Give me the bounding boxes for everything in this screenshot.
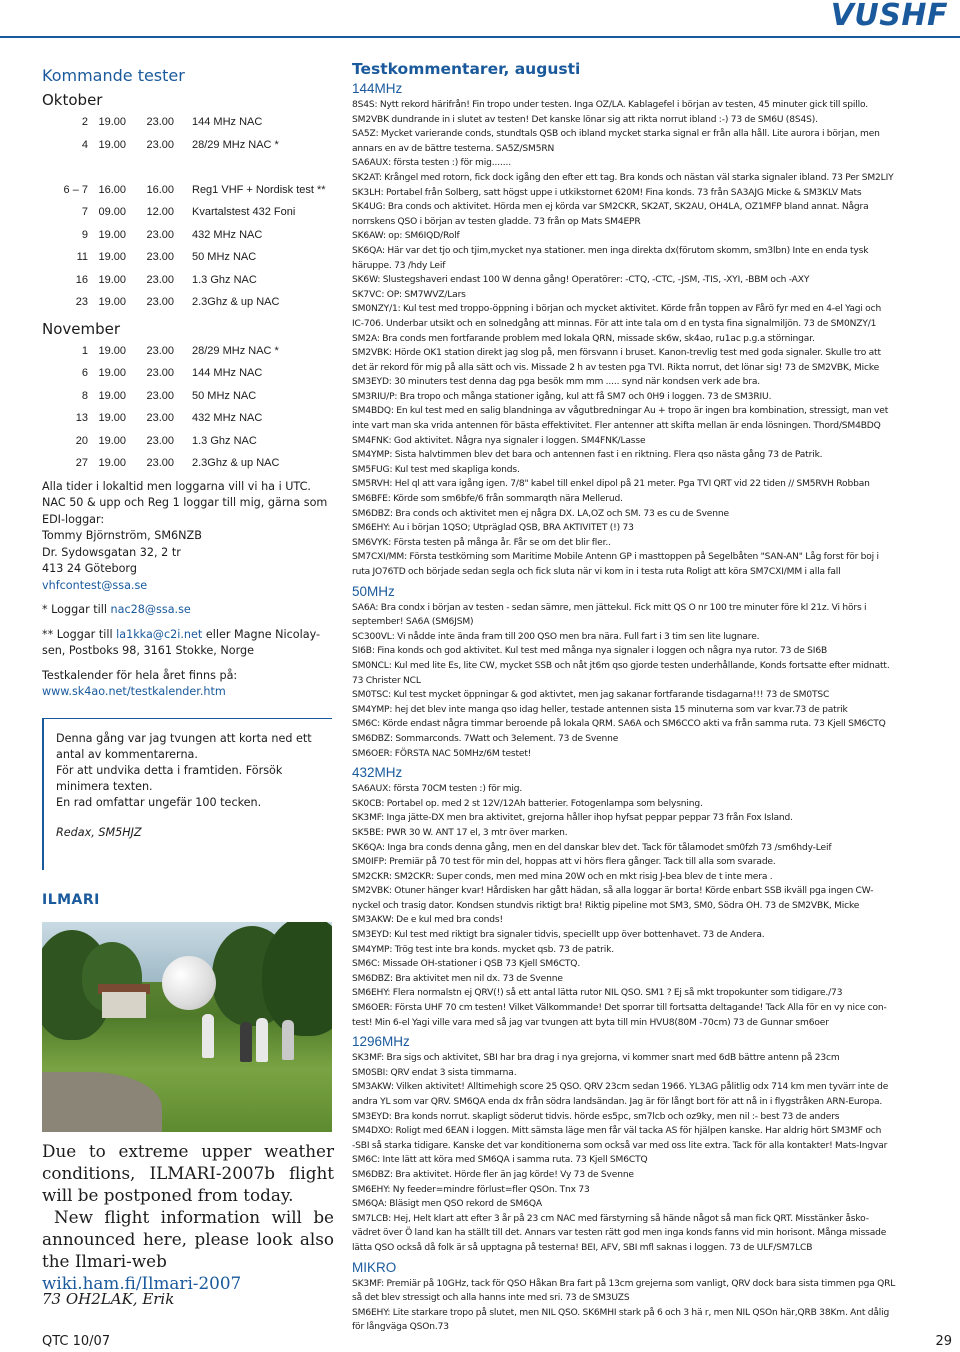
editor-note-box [42,718,332,870]
schedule-to: 23.00 [146,251,174,264]
comment-line: 8S4S: Nytt rekord härifrån! Fin tropo under testen. Inga OZ/LA. Kablagefel i början av testen, 45 minuter gick till spillo. [352,100,869,110]
comment-line: SM2VBK: Hörde OK1 station direkt jag slog på, men försvann i bruset. Kanon-trevlig test med goda signaler. Skulle tro att [352,348,881,359]
comment-line: ruta JO76TD och började sedan segla och fick sluta när vi kom in i testa ruta Roligt att köra SM7CXI/MM i alla fall [352,567,841,577]
schedule-from: 19.00 [98,457,126,470]
schedule-to: 23.00 [146,138,174,151]
ilmari-notice [42,1140,334,1294]
note2-rest: eller Magne Nicolay-sen, Postboks 98, 3161 Stokke, Norge [42,627,321,657]
ilmari-text-1: Due to extreme upper weather conditions, ILMARI-2007b flight will be postponed from today. [42,1141,334,1205]
band-comment-list [352,601,952,762]
schedule-from: 19.00 [98,251,126,264]
comment-line: SK6QA: Här var det tjo och tjim,mycket nya stationer. men inga direkta dx(förutom skomm, sm3lbn) Inte en enda tysk [352,245,869,256]
schedule-from: 19.00 [98,344,126,357]
month-heading: Oktober [42,91,103,109]
comment-line: SM2CKR: SM2CKR: Super conds, men med mina 20W och en mkt risig J-bea blev de t inte mera . [352,871,773,882]
schedule-to: 16.00 [146,183,174,196]
comment-line: SM3AKW: Vilken aktivitet! Alltimehigh score 25 QSO. QRV 23cm sedan 1966. YL3AG pålitlig odx 714 km men tyvärr inte de [352,1082,889,1093]
comment-line: SM0SBI: QRV endat 3 sista timmarna. [352,1067,517,1078]
comment-line: september! SA6A (SM6JSM) [352,617,474,628]
comment-line: SM4YMP: Sista halvtimmen blev det bara och antennen fast i en riktning. Flera qso nästa gång 73 de Patrik. [352,450,823,461]
comment-line: SM3EYD: Kul test med riktigt bra signaler tidvis, speciellt upp över bottenhavet. 73 de Andera. [352,930,765,941]
comment-line: SK2AT: Krångel med rotorn, fick dock igång den efter ett tag. Bra konds och nästan väl starka signaler ibland. 73 Per SM2LIY [352,172,894,183]
schedule-from: 19.00 [98,389,126,402]
comment-line: SM0NZY/1: Kul test med troppo-öppning i början och mycket aktivitet. Körde från toppen av Fårö fyr med en 4-el Yagi och [352,304,882,315]
comment-line: SA6AUX: första testen :) för mig....... [352,158,511,169]
schedule-to: 23.00 [146,273,174,286]
schedule-row [42,201,332,224]
band-heading: 144MHz [352,81,403,96]
schedule-row [42,407,332,430]
schedule-row [42,134,332,157]
log-destination: NAC 50 & upp och Reg 1 loggar till mig, gärna som EDI-loggar: [42,496,328,526]
upcoming-tests [42,66,332,701]
comment-line: SM6DBZ: Bra aktivitet men nil dx. 73 de Svenne [352,973,563,984]
schedule-row [42,224,332,247]
comment-line: häruppe. 73 /hdy Leif [352,260,446,271]
comment-line: test! Min 6-el Yagi ville vara med så jag var tvungen att byta till min HVU8(80M -70cm) 73 de Gunnar sm6oer [352,1017,829,1028]
schedule-to: 23.00 [146,116,174,129]
contest-email-link[interactable]: vhfcontest@ssa.se [42,578,148,592]
schedule-name: Reg1 VHF + Nordisk test ** [192,183,326,196]
schedule-name: 28/29 MHz NAC * [192,344,279,357]
comment-line: SK3MF: Inga jätte-DX men bra aktivitet, grejorna håller ihop hyfsat peppar peppar 73 från Fox Island. [352,813,793,824]
schedule-from: 19.00 [98,367,126,380]
schedule-name: 2.3Ghz & up NAC [192,457,280,470]
comment-line: SK3LH: Portabel från Solberg, satt högst uppe i utkikstornet 620M! Fina konds. 73 från SA3AJG Micke & SM3KLV Mats [352,187,862,198]
schedule-name: 144 MHz NAC [192,116,263,129]
comment-line: SM6BFE: Körde som sm6bfe/6 från sommarqth nära Mellerud. [352,494,623,505]
schedule-name: 144 MHz NAC [192,367,263,380]
comment-line: SM3RIU/P: Bra tropo och många stationer igång, kul att få SM7 och 0H9 i loggen. 73 de SM3RIU. [352,391,772,402]
schedule-to: 23.00 [146,389,174,402]
schedule-list [42,111,332,314]
note1-prefix: * Loggar till [42,603,111,616]
schedule-list [42,340,332,475]
schedule-to: 23.00 [146,228,174,241]
comment-line: SM4BDQ: En kul test med en salig blandninga av vågutbredningar Au + tropo är ingen bra kombination, stressigt, man vet [352,406,889,417]
schedule-row [42,269,332,292]
comment-line: så det blev stressigt och alla hanns inte med sri. 73 de SM3UZS [352,1293,630,1304]
comment-line: -SBI så starka tidigare. Kanske det var konditionerna som också var med oss lite extra. Tack för alla kontakter! Mats-Ingvar [352,1140,888,1151]
comment-line: det är rekord för mig på alla sätt och vis. Missade 2 h av testen pga TVI. Rikta norrut, det lönar sig! 73 de SM2VBK, Micke [352,362,880,373]
band-comment-list [352,98,952,580]
editor-note-line2: För att undvika detta i framtiden. Försök minimera texten. [56,764,283,793]
schedule-day: 2 [81,116,88,129]
comment-line: SM0IFP: Premiär på 70 test för min del, hoppas att vi hörs flera gånger. Tack till alla som svarade. [352,857,776,868]
schedule-row [42,156,332,179]
band-comment-list [352,1051,952,1255]
comment-line: för långväga QSOn.73 [352,1322,449,1333]
comment-line: SM5RVH: Hel ql att vara igång igen. 7/8" kabel till enkel dipol på 21 meter. Pga TVI QRT vid 22 tiden // SM5RVH Robban [352,479,870,490]
comment-line: norrskens QSO i början av testen gladde. 73 från op Mats SM4EPR [352,216,641,227]
schedule-to: 23.00 [146,412,174,425]
comment-line: SK4UG: Bra conds och aktivitet. Hörda men ej körda var SM2CKR, SK2AT, SK2AU, OH4LA, OZ1MFP bland annat. Några [352,202,869,213]
photo-rock [42,1072,162,1132]
schedule-row [42,385,332,408]
schedule-day: 8 [81,389,88,402]
la1kka-email-link[interactable]: la1kka@c2i.net [116,627,203,641]
schedule-row [42,340,332,363]
comment-line: SK3MF: Premiär på 10GHz, tack för QSO Håkan Bra fart på 13cm grejerna som vanligt, QRV dock bara sista timmen pga QRL [352,1278,896,1289]
comment-line: SM6OER: FÖRSTA NAC 50MHz/6M testet! [352,748,532,759]
comment-line: lätta QSO också då folk är så upptagna på testerna! BEI, AFV, SBI mfl saknas i loggen. 73 de ULF/SM7LCB [352,1242,813,1253]
comment-line: SM4YMP: Trög test inte bra konds. mycket qsb. 73 de patrik. [352,944,614,955]
schedule-name: 432 MHz NAC [192,228,263,241]
schedule-day: 6 [81,367,88,380]
schedule-row [42,362,332,385]
comment-line: SM6OER: Första UHF 70 cm testen! Vilket Välkommande! Det sporrar till fortsatta deltagande! Tack Alla för en vy nice con- [352,1003,887,1014]
band-heading: 432MHz [352,765,403,781]
schedule-to: 23.00 [146,296,174,309]
comment-line: SM6EHY: Flera normalstn ej QRV(!) så ett antal lätta rutor NIL QSO. SM1 ? Ej så mkt tropokunter som tidigare./73 [352,988,843,999]
calendar-text: Testkalender för hela året finns på: [42,668,238,682]
comment-line: SM5FUG: Kul test med skapliga konds. [352,464,520,475]
comment-line: inte vart man ska vrida antennen för bästa effektivitet. Fler antenner att skifta mellan är enda lösningen. Thord/SM4BDQ [352,421,881,432]
contact-name: Tommy Björnström, SM6NZB [42,529,202,542]
contact-city: 413 24 Göteborg [42,562,137,575]
band-comment-list [352,782,952,1030]
schedule-name: 50 MHz NAC [192,251,257,264]
photo-person [256,1018,268,1062]
schedule-from: 19.00 [98,228,126,241]
ilmari-text-2: New flight information will be announced here, please look also the Ilmari-web [42,1207,334,1271]
top-bar [0,0,960,38]
band-heading: 50MHz [352,583,395,599]
schedule-from: 09.00 [98,206,126,219]
photo-house [102,992,146,1018]
comment-line: SM0TSC: Kul test mycket öppningar & god aktivtet, men jag sakanar fortfarande tisdagarna!!! 73 de SM0TSC [352,690,830,701]
comments-title: Testkommentarer, augusti [352,60,581,78]
utc-note: Alla tider i lokaltid men loggarna vill vi ha i UTC. [42,479,311,493]
comment-line: SC300VL: Vi nådde inte ända fram till 200 QSO men bra nära. Full fart i 3 tim sen lite lugnare. [352,631,760,642]
schedule-to: 23.00 [146,434,174,447]
schedule-day: 16 [75,273,88,286]
comment-line: SK5BE: PWR 30 W. ANT 17 el, 3 mtr över marken. [352,827,568,838]
schedule-day: 7 [81,206,88,219]
top-rule [0,36,960,38]
comment-line: SM6DBZ: Sommarconds. 7Watt och 3element. 73 de Svenne [352,733,619,744]
schedule-day: 9 [81,228,88,241]
schedule-name: 2.3Ghz & up NAC [192,296,280,309]
schedule-name: 1.3 Ghz NAC [192,273,257,286]
comment-line: IC-706. Underbar utsikt och en solnedgång att minnas. För att inte tala om d en tysta fina signalmiljön. 73 de SM0NZY/1 [352,318,877,329]
comment-line: SM3AKW: De e kul med bra conds! [352,915,503,926]
comment-line: SM4DXO: Roligt med 6EAN i loggen. Mitt sämsta läge men får väl tacka AS för hjälpen kanske. Har aldrig hört SM3MF och [352,1126,882,1137]
band-reports [352,80,952,1335]
schedule-to: 23.00 [146,344,174,357]
band-comment-list [352,1277,952,1335]
comment-line: SK7VC: OP: SM7WVZ/Lars [352,289,466,300]
contact-street: Dr. Sydowsgatan 32, 2 tr [42,545,181,559]
comment-line: SM6C: Missade OH-stationer i QSB 73 Kjell SM6CTQ. [352,959,581,970]
log-info [42,479,334,701]
schedule-day: 4 [81,138,88,151]
comment-line: SM4FNK: God aktivitet. Några nya signaler i loggen. SM4FNK/Lasse [352,435,646,446]
photo-person [240,1022,252,1062]
comment-line: 73 Christer NCL [352,675,421,686]
schedule-months [42,91,332,475]
band-heading: MIKRO [352,1259,397,1275]
schedule-from: 19.00 [98,116,126,129]
comment-line: SM7CXI/MM: Första testkörning som Maritime Mobile Antenn GP i masttoppen på Segelbåten "SAN-AN" Låg forst för boj i [352,552,879,563]
month-heading: November [42,319,121,338]
comment-line: SM0NCL: Kul med lite Es, lite CW, mycket SSB och nåt jt6m qso gjorde testen underhållande, Konds fortsatte efter midnatt. [352,660,890,671]
comment-line: SK6W: Slustegshaveri endast 100 W denna gång! Operatörer: -CTQ, -CTC, -JSM, -TIS, -XYI, -BBM och -AXY [352,275,810,286]
schedule-name: 28/29 MHz NAC * [192,138,279,151]
weather-balloon [162,956,216,1010]
comment-line: SK6AW: op: SM6IQD/Rolf [352,231,460,242]
schedule-day: 6 – 7 [63,183,88,196]
comment-line: SK0CB: Portabel op. med 2 st 12V/12Ah batterier. Fotogenlampa som belysning. [352,798,703,809]
note2-prefix: ** Loggar till [42,627,117,641]
schedule-to: 23.00 [146,457,174,470]
photo-person [202,1014,214,1058]
schedule-from: 19.00 [98,138,126,151]
schedule-row [42,111,332,134]
ilmari-signature: 73 OH2LAK, Erik [42,1290,175,1308]
comment-line: andra YL som var QRV. SM6QA enda dx från södra landsändan. Jag är för långt bort för att nå in i flygstråken ARN-Europa. [352,1097,883,1107]
page-number: 29 [935,1334,952,1349]
band-heading: 1296MHz [352,1034,410,1050]
comment-line: SM7LCB: Hej, Helt klart att efter 3 år på 23 cm NAC med färstyrning så hände något så man fick QRT. Misstänker åsko- [352,1213,869,1224]
schedule-day: 23 [75,296,88,309]
issue-label: QTC 10/07 [42,1334,111,1349]
photo-person [282,1020,294,1060]
comment-line: SM6EHY: Au i början 1QSO; Utpräglad QSB, BRA AKTIVITET (!) 73 [352,523,634,534]
schedule-day: 20 [75,434,88,447]
comment-line: SM2A: Bra conds men fortfarande problem med lokala QRN, missade sk6w, sk4ao, ru1ac p.g.a störningar. [352,333,815,344]
comment-line: SM2VBK: Otuner hänger kvar! Hårdisken har gått hädan, så alla loggar är borta! Körde enbart SSB ikväll pga ingen CW- [352,886,874,897]
schedule-row [42,179,332,202]
schedule-from: 19.00 [98,434,126,447]
schedule-row [42,452,332,475]
comment-line: SM3EYD: Bra konds norrut. skapligt söderut tidvis. hörde es5pc, sm7lcb och oz9ky, men nil :- best 73 de anders [352,1111,840,1122]
comment-line: SA6A: Bra condx i början av testen - sedan sämre, men jättekul. Fick mitt QS O nr 100 tre minuter före kl 21z. Vi hörs i [352,602,867,613]
nac28-email-link[interactable]: nac28@ssa.se [110,603,191,616]
comment-line: SI6B: Fina konds och god aktivitet. Kul test med många nya signaler i loggen och några nya rutor. 73 de SI6B [352,646,828,657]
schedule-to: 23.00 [146,367,174,380]
schedule-day: 11 [76,251,88,264]
schedule-row [42,430,332,453]
ilmari-title: ILMARI [42,892,100,908]
photo-tree [262,922,332,1036]
upcoming-title: Kommande tester [42,66,185,85]
schedule-day: 1 [81,344,88,357]
schedule-from: 19.00 [98,296,126,309]
editor-note-line3: En rad omfattar ungefär 100 tecken. [56,796,262,809]
comment-line: SM6DBZ: Bra conds och aktivitet men ej några DX. LA,OZ och SM. 73 es cu de Svenne [352,508,729,519]
test-comments [352,60,952,1335]
comment-line: SK6QA: Inga bra conds denna gång, men en del danskar blev det. Tack för tålamodet sm0fzh 73 /sm6hdy-Leif [352,842,832,853]
comment-line: SM6DBZ: Bra aktivitet. Hörde fler än jag körde! Vy 73 de Svenne [352,1169,634,1180]
schedule-row [42,291,332,314]
comment-line: SM2VBK dundrande in i slutet av testen! Det kanske lönar sig att rikta norrut ibland :-) 73 de SM6U (8S4S). [352,114,818,125]
balloon-launch-photo [42,922,332,1132]
schedule-from: 19.00 [98,412,126,425]
schedule-day: 27 [75,457,88,470]
comment-line: SA5Z: Mycket varierande conds, stundtals QSB och ibland mycket starka signal er från alla håll. Lite aurora i början, men [352,129,880,140]
comment-line: SM6C: Körde endast några timmar beroende på lokala QRM. SA6A och SM6CCO akti va från samma rutа. 73 Kjell SM6CTQ [352,719,886,730]
schedule-name: Kvartalstest 432 Foni [192,206,296,219]
schedule-name: 1.3 Ghz NAC [192,434,257,447]
comment-line: SM4YMP: hej det blev inte manga qso idag heller, testade antennen sista 15 minuterna som var kvar.73 de patrik [352,704,848,715]
ilmari-link[interactable]: wiki.ham.fi/Ilmari-2007 [42,1273,242,1293]
editor-note-line1: Denna gång var jag tvungen att korta ned ett antal av kommentarerna. [56,732,312,761]
schedule-to: 12.00 [146,206,174,219]
schedule-name: 50 MHz NAC [192,389,257,402]
editor-signature: Redax, SM5HJZ [56,826,142,839]
schedule-name: 432 MHz NAC [192,412,263,425]
schedule-row [42,246,332,269]
comment-line: SM6QA: Bläsigt men QSO rekord de SM6QA [352,1199,542,1210]
schedule-day: 13 [75,412,88,425]
comment-line: SM6EHY: Ny feeder=mindre förlust=fler QSOn. Tnx 73 [352,1184,590,1195]
comment-line: SK3MF: Bra sigs och aktivitet, SBI har bra drag i nya grejorna, vi kommer snart med 6dB bättre antenn på 23cm [352,1053,840,1064]
section-brand: VUSHF [830,0,948,33]
comment-line: SM6C: Inte lätt att köra med SM6QA i samma ruta. 73 Kjell SM6CTQ [352,1155,648,1166]
comment-line: SA6AUX: första 70CM testen :) för mig. [352,784,523,795]
comment-line: SM6VYK: Första testen på många år. Får se om det blir fler.. [352,537,611,548]
comment-line: SM3EYD: 30 minuters test denna dag pga besök mm mm ..... synd när kondsen verk ade bra. [352,377,761,388]
calendar-link[interactable]: www.sk4ao.net/testkalender.htm [42,685,226,698]
comment-line: annars en av de bättre testerna. SA5Z/SM5RN [352,143,555,154]
comment-line: nyckel och trasig dator. Kondsen stundvis riktigt bra! Riktig pipeline mot SM3, SM0, Södra OH. 73 de SM2VBK, Micke [352,900,860,911]
schedule-from: 16.00 [98,183,126,196]
schedule-from: 19.00 [98,273,126,286]
comment-line: SM6EHY: Lite starkare tropo på slutet, men NIL QSO. SK6MHI stark på 6 och 3 hä r, men NIL QSOn här,QRB 38Km. Ant dålig [352,1307,890,1318]
comment-line: vädret över Ö land kan ha ställt till det. Annars var testen rätt god men inga konds fanns vid min horisont. Många missade [352,1228,887,1239]
